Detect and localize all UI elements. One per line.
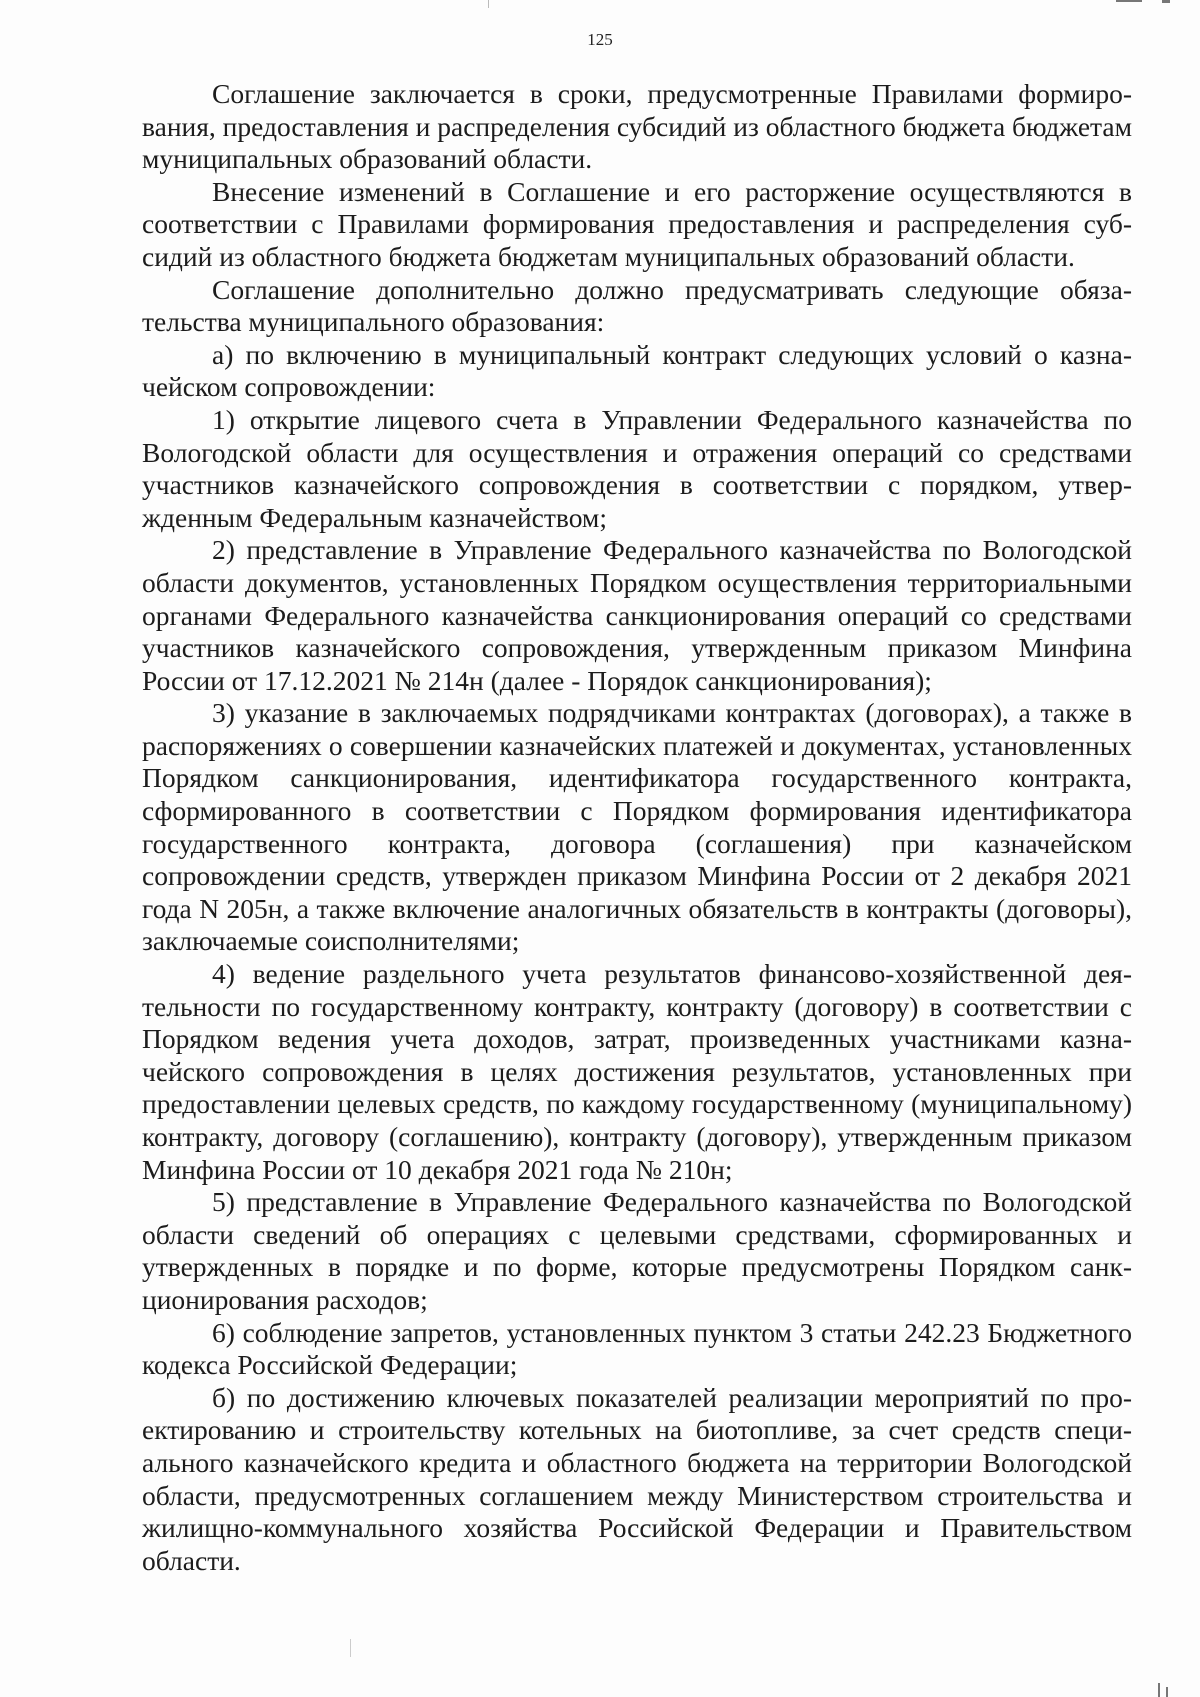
scan-artifact — [1166, 1687, 1168, 1697]
paragraph-item-2: 2) представление в Управление Федерального казначейства по Вологодской области документов, установленных Порядком осуществления территориальными органами Федерального казначейства санкционирования операций со средствами участников казначейского сопровождения, утвержденным приказом Минфина России от 17.12.2021 № 214н (далее - Порядок санкционирования); — [142, 534, 1132, 696]
paragraph-item-3: 3) указание в заключаемых подрядчиками контрактах (договорах), а также в распоряжениях о совершении казначейских платежей и документах, установленных Порядком санкционирования, идентификатора государственного контракта, сформированного в соответствии с Порядком формирования идентификатора государственного контракта, договора (соглашения) при казначейском сопровождении средств, утвержден приказом Минфина России от 2 декабря 2021 года N 205н, а также включение аналогичных обязательств в контракты (договоры), заключаемые соисполнителями; — [142, 697, 1132, 957]
paragraph-item-1: 1) открытие лицевого счета в Управлении Федерального казначейства по Вологодской области для осуществления и отражения операций со средствами участников казначейского сопровождения в соответствии с порядком, утвержденным Федеральным казначейством; — [142, 403, 1132, 533]
paragraph-obligations-intro: Соглашение дополнительно должно предусматривать следующие обязательства муниципального образования: — [142, 273, 1132, 338]
paragraph-item-5: 5) представление в Управление Федерального казначейства по Вологодской области сведений об операциях с целевыми средствами, сформированных и утвержденных в порядке и по форме, которые предусмотрены Порядком санкционирования расходов; — [142, 1186, 1132, 1315]
paragraph-agreement-terms: Соглашение заключается в сроки, предусмотренные Правилами формирования, предоставления и распределения субсидий из областного бюджета бюджетам муниципальных образований области. — [142, 78, 1132, 175]
scan-artifact — [350, 1639, 351, 1657]
scan-artifact — [1158, 1683, 1160, 1697]
document-body — [142, 78, 1132, 1577]
paragraph-item-b: б) по достижению ключевых показателей реализации мероприятий по проектированию и строительству котельных на биотопливе, за счет средств специального казначейского кредита и областного бюджета на территории Вологодской области, предусмотренных соглашением между Министерством строительства и жилищно-коммунального хозяйства Российской Федерации и Правительством области. — [142, 1381, 1132, 1576]
paragraph-item-6: 6) соблюдение запретов, установленных пунктом 3 статьи 242.23 Бюджетного кодекса Российской Федерации; — [142, 1316, 1132, 1381]
paragraph-item-a: а) по включению в муниципальный контракт следующих условий о казначейском сопровождении: — [142, 338, 1132, 403]
paragraph-item-4: 4) ведение раздельного учета результатов финансово-хозяйственной деятельности по государственному контракту, контракту (договору) в соответствии с Порядком ведения учета доходов, затрат, произведенных участниками казначейского сопровождения в целях достижения результатов, установленных при предоставлении целевых средств, по каждому государственному (муниципальному) контракту, договору (соглашению), контракту (договору), утвержденным приказом Минфина России от 10 декабря 2021 года № 210н; — [142, 958, 1132, 1185]
scan-artifact — [1116, 0, 1142, 2]
paragraph-amendments: Внесение изменений в Соглашение и его расторжение осуществляются в соответствии с Правилами формирования предоставления и распределения субсидий из областного бюджета бюджетам муниципальных образований области. — [142, 175, 1132, 272]
scan-artifact — [1162, 0, 1170, 3]
page-number: 125 — [587, 30, 613, 49]
scan-artifact — [488, 0, 489, 8]
